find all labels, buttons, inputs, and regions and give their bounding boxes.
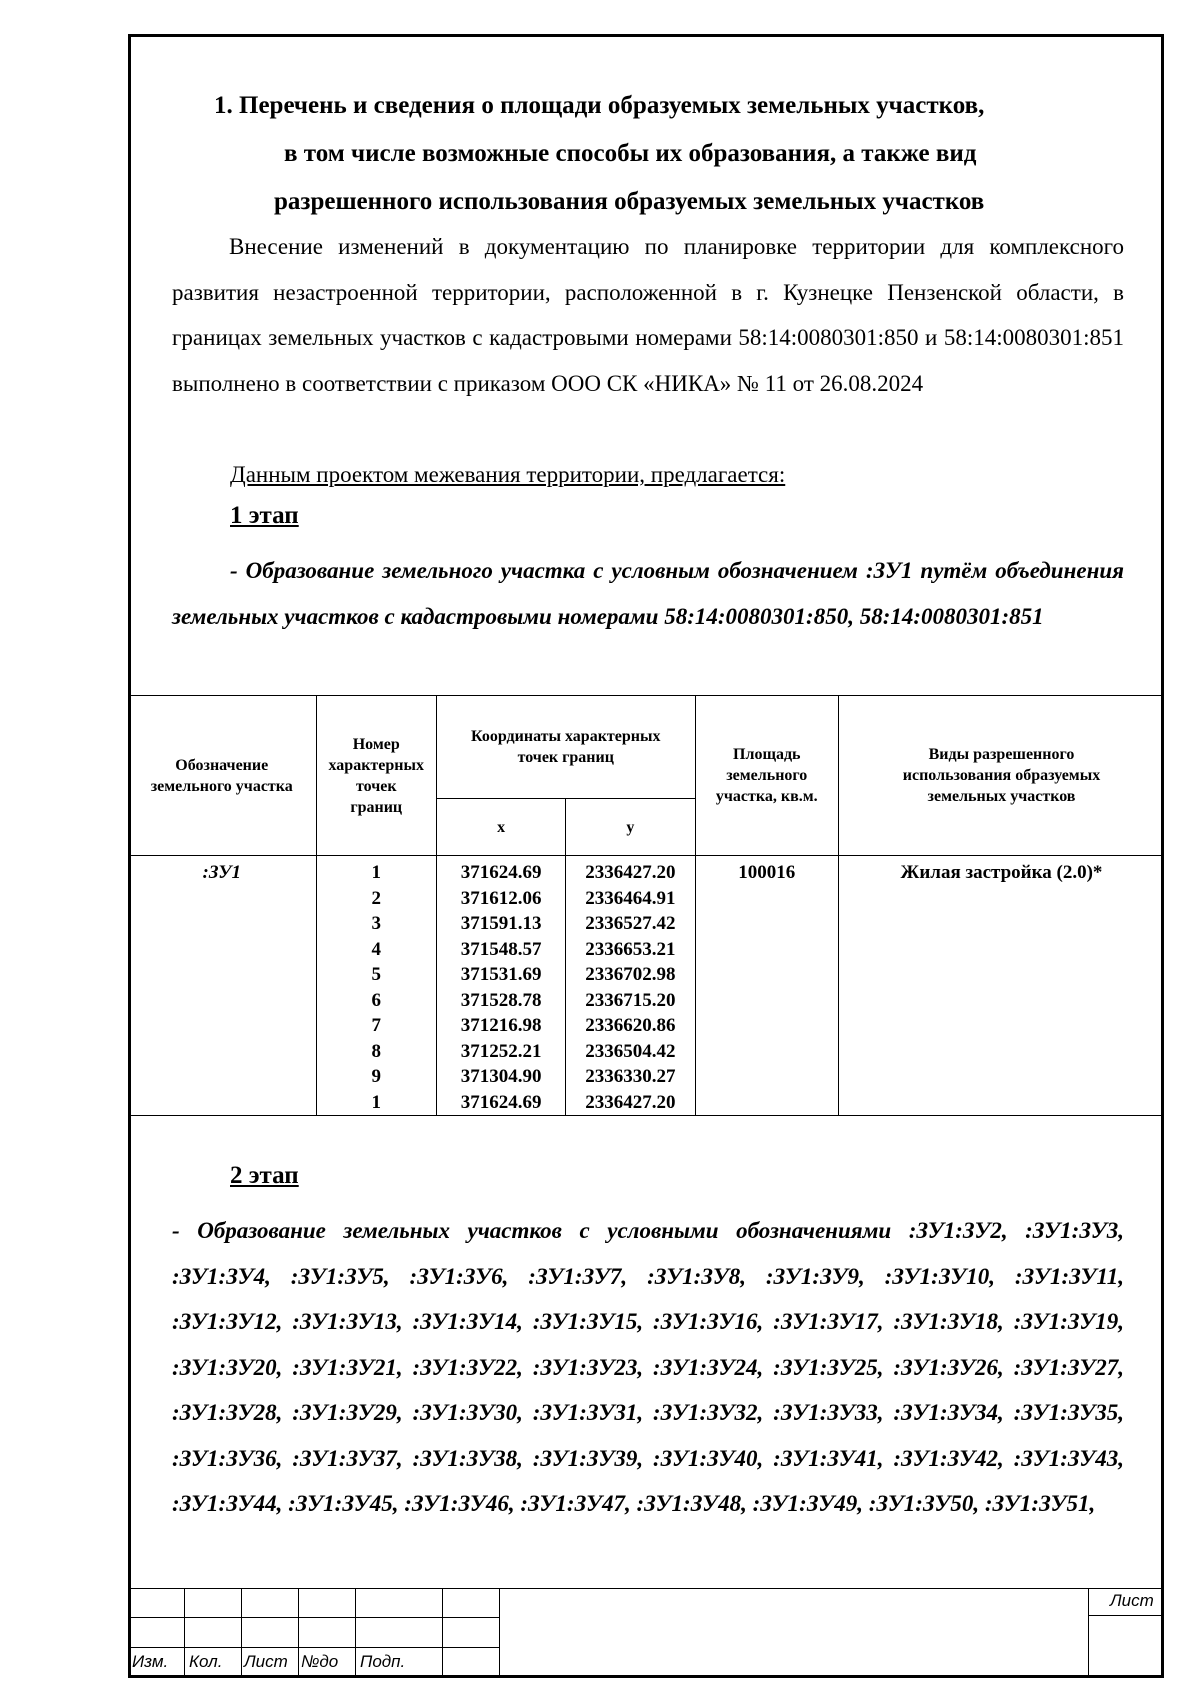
intro-paragraph (172, 224, 1124, 406)
stamp-cell (298, 1588, 356, 1618)
stamp-podp-label: Подп. (360, 1652, 406, 1671)
header-coordinates: Координаты характерных точек границ (436, 696, 695, 799)
stage-1-title: 1 этап (230, 502, 299, 529)
stamp-cell (241, 1617, 299, 1648)
stamp-cell (184, 1617, 242, 1648)
stamp-sheet-number-cell (1088, 1615, 1164, 1678)
point-number: 1 (371, 862, 381, 883)
point-x: 371528.78 (460, 989, 542, 1011)
section-heading (214, 82, 1114, 226)
header-area: Площадь земельного участка, кв.м. (695, 696, 838, 856)
point-y: 2336464.91 (585, 887, 676, 909)
point-x: 371304.90 (460, 1066, 542, 1087)
header-point-number: Номер характерных точек границ (316, 696, 436, 856)
point-number: 9 (371, 1066, 381, 1087)
header-y: y (566, 799, 695, 856)
proposal-line: Данным проектом межевания территории, предлагается: (230, 462, 786, 487)
point-y: 2336653.21 (585, 938, 676, 960)
point-number: 1 (371, 1091, 381, 1113)
cell-y-values (566, 856, 695, 1116)
stage-2-description: - Образование земельных участков с условными обозначениями :ЗУ1:ЗУ2, :ЗУ1:ЗУ3, :ЗУ1:ЗУ4, :ЗУ1:ЗУ5, :ЗУ1:ЗУ6, :ЗУ1:ЗУ7, :ЗУ1:ЗУ8, :ЗУ1:ЗУ9, :ЗУ1:ЗУ10, :ЗУ1:ЗУ11, :ЗУ1:ЗУ12, :ЗУ1:ЗУ13, :ЗУ1:ЗУ14, :ЗУ1:ЗУ15, :ЗУ1:ЗУ16, :ЗУ1:ЗУ17, :ЗУ1:ЗУ18, :ЗУ1:ЗУ19, :ЗУ1:ЗУ20, :ЗУ1:ЗУ21, :ЗУ1:ЗУ22, :ЗУ1:ЗУ23, :ЗУ1:ЗУ24, :ЗУ1:ЗУ25, :ЗУ1:ЗУ26, :ЗУ1:ЗУ27, :ЗУ1:ЗУ28, :ЗУ1:ЗУ29, :ЗУ1:ЗУ30, :ЗУ1:ЗУ31, :ЗУ1:ЗУ32, :ЗУ1:ЗУ33, :ЗУ1:ЗУ34, :ЗУ1:ЗУ35, :ЗУ1:ЗУ36, :ЗУ1:ЗУ37, :ЗУ1:ЗУ38, :ЗУ1:ЗУ39, :ЗУ1:ЗУ40, :ЗУ1:ЗУ41, :ЗУ1:ЗУ42, :ЗУ1:ЗУ43, :ЗУ1:ЗУ44, :ЗУ1:ЗУ45, :ЗУ1:ЗУ46, :ЗУ1:ЗУ47, :ЗУ1:ЗУ48, :ЗУ1:ЗУ49, :ЗУ1:ЗУ50, :ЗУ1:ЗУ51, (172, 1218, 1124, 1516)
point-number: 7 (371, 1015, 381, 1036)
stamp-title-field (499, 1588, 1089, 1678)
cell-usage: Жилая застройка (2.0)* (838, 856, 1164, 1116)
point-y: 2336504.42 (585, 1040, 676, 1062)
coordinates-table (128, 695, 1164, 1116)
point-number: 2 (371, 887, 381, 909)
stamp-cell (128, 1588, 185, 1618)
stamp-cell (128, 1617, 185, 1648)
header-usage: Виды разрешенного использования образуемых земельных участков (838, 696, 1164, 856)
header-designation: Обозначение земельного участка (128, 696, 316, 856)
point-y: 2336427.20 (585, 1091, 676, 1113)
header-x: x (436, 799, 565, 856)
point-number: 8 (371, 1040, 381, 1062)
stamp-ndoc-label: №до (301, 1652, 339, 1671)
cell-designation: :ЗУ1 (128, 856, 316, 1116)
point-y: 2336620.86 (585, 1015, 676, 1036)
point-y: 2336427.20 (585, 862, 676, 883)
stamp-cell (241, 1588, 299, 1618)
heading-line-3: разрешенного использования образуемых земельных участков (274, 188, 985, 215)
point-x: 371624.69 (460, 1091, 542, 1113)
point-number: 4 (371, 938, 381, 960)
cell-point-numbers (316, 856, 436, 1116)
cell-x-values (436, 856, 565, 1116)
point-number: 3 (371, 913, 381, 934)
point-x: 371216.98 (460, 1015, 542, 1036)
stage-1-description: - Образование земельного участка с условным обозначением :ЗУ1 путём объединения земельных участков с кадастровыми номерами 58:14:0080301:850, 58:14:0080301:851 (172, 558, 1124, 629)
point-x: 371252.21 (460, 1040, 542, 1062)
point-y: 2336702.98 (585, 964, 676, 985)
point-x: 371612.06 (460, 887, 542, 909)
stamp-cell (355, 1588, 443, 1618)
stamp-date-cell (442, 1647, 500, 1678)
stage-2-title: 2 этап (230, 1162, 299, 1189)
title-block (128, 1588, 1164, 1678)
stamp-list-label: Лист (244, 1652, 288, 1671)
stamp-cell (442, 1588, 500, 1618)
point-x: 371591.13 (460, 913, 542, 934)
stamp-kol-label: Кол. (189, 1652, 223, 1671)
stamp-izm-label: Изм. (132, 1652, 169, 1671)
point-x: 371531.69 (460, 964, 542, 985)
heading-line-2: в том числе возможные способы их образования, а также вид (284, 140, 977, 167)
stamp-sheet-label: Лист (1110, 1591, 1154, 1610)
point-x: 371624.69 (460, 862, 542, 883)
point-x: 371548.57 (460, 938, 542, 960)
stamp-cell (442, 1617, 500, 1648)
point-y: 2336330.27 (585, 1066, 676, 1087)
stamp-cell (355, 1617, 443, 1648)
point-number: 5 (371, 964, 381, 985)
intro-text: Внесение изменений в документацию по планировке территории для комплексного развития незастроенной территории, расположенной в г. Кузнецке Пензенской области, в границах земельных участков с кадастровыми номерами 58:14:0080301:850 и 58:14:0080301:851 выполнено в соответствии с приказом ООО СК «НИКА» № 11 от 26.08.2024 (172, 234, 1124, 396)
stamp-cell (184, 1588, 242, 1618)
stamp-cell (298, 1617, 356, 1648)
cell-area: 100016 (695, 856, 838, 1116)
point-number: 6 (371, 989, 381, 1011)
heading-line-1: 1. Перечень и сведения о площади образуемых земельных участков, (214, 92, 985, 119)
point-y: 2336527.42 (585, 913, 676, 934)
point-y: 2336715.20 (585, 989, 676, 1011)
